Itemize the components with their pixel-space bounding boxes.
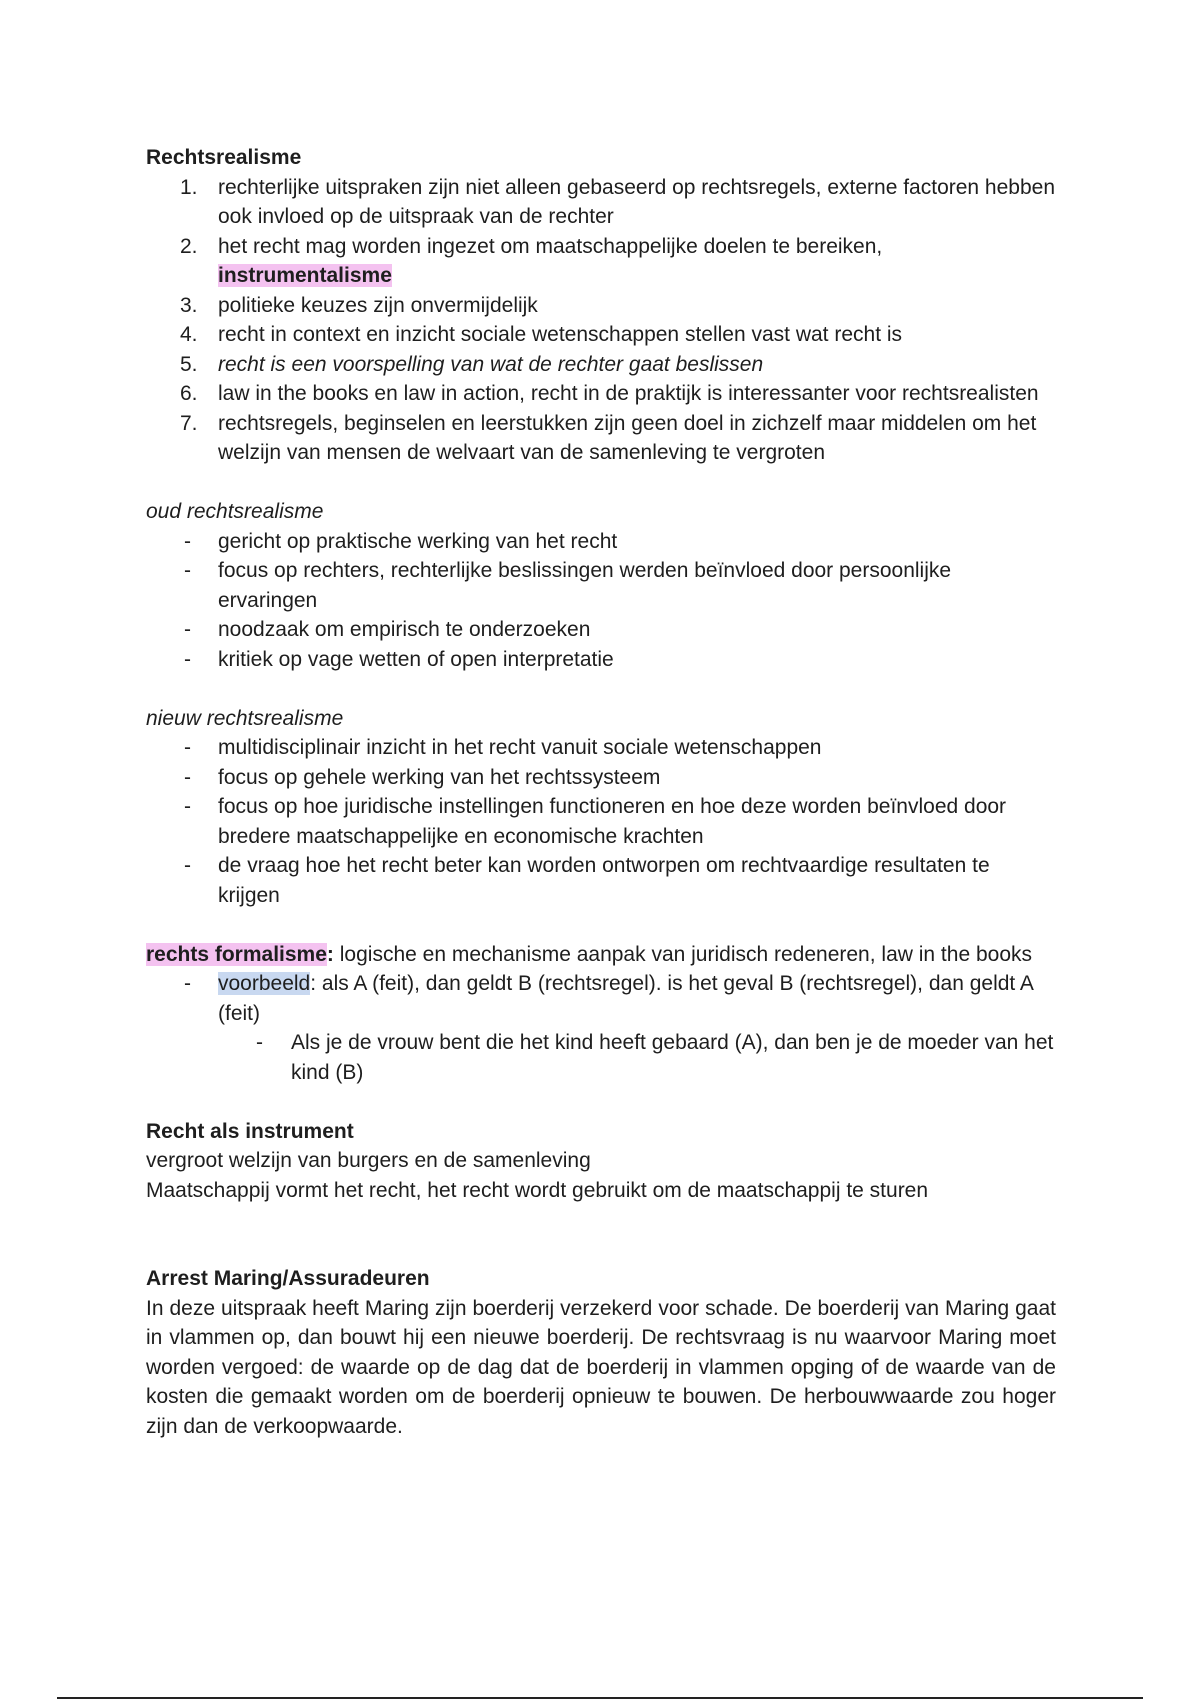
list-item <box>146 320 1056 350</box>
list-item-text: gericht op praktische werking van het recht <box>218 529 618 553</box>
list-item-text: recht in context en inzicht sociale wetenschappen stellen vast wat recht is <box>218 323 903 346</box>
list-item <box>146 615 1056 645</box>
list-item-text: kritiek op vage wetten of open interpretatie <box>218 647 614 671</box>
list-item-text: het recht mag worden ingezet om maatschappelijke doelen te bereiken, <box>218 234 883 258</box>
example-text: : als A (feit), dan geldt B (rechtsregel). is het geval B (rechtsregel), dan geldt A (feit) <box>218 972 1033 1025</box>
page-bottom-rule <box>57 1697 1143 1699</box>
dash-marker: - <box>184 736 191 759</box>
arrest-paragraph: In deze uitspraak heeft Maring zijn boerderij verzekerd voor schade. De boerderij van Maring gaat in vlammen op, dan bouwt hij een nieuwe boerderij. De rechtsvraag is nu waarvoor Maring moet worden vergoed: de waarde op de dag dat de boerderij in vlammen opging of de waarde van de kosten die gemaakt worden om de boerderij opnieuw te bouwen. De herbouwwaarde zou hoger zijn dan de verkoopwaarde. <box>146 1296 1056 1438</box>
term-colon: : <box>326 942 334 966</box>
list-number: 4. <box>180 323 198 346</box>
list-number: 3. <box>180 293 198 317</box>
list-number: 6. <box>180 382 198 405</box>
formalisme-definition <box>146 940 1056 970</box>
dash-marker: - <box>256 1031 263 1054</box>
paragraph-line: Maatschappij vormt het recht, het recht wordt gebruikt om de maatschappij te sturen <box>146 1178 929 1202</box>
list-item-text: noodzaak om empirisch te onderzoeken <box>218 618 591 641</box>
document-content <box>146 143 1056 1441</box>
list-item-text: focus op gehele werking van het rechtssysteem <box>218 765 661 789</box>
list-item <box>146 409 1056 468</box>
list-item-text: rechterlijke uitspraken zijn niet alleen gebaseerd op rechtsregels, externe factoren hebben ook invloed op de uitspraak van de rechter <box>218 175 1056 228</box>
list-item <box>146 232 1056 291</box>
list-item-text: rechtsregels, beginselen en leerstukken zijn geen doel in zichzelf maar middelen om het welzijn van mensen de welvaart van de samenleving te vergroten <box>218 411 1037 464</box>
section-title-nieuw-rechtsrealisme: nieuw rechtsrealisme <box>146 706 344 730</box>
list-item <box>146 645 1056 675</box>
list-item <box>146 350 1056 380</box>
section-title-recht-als-instrument: Recht als instrument <box>146 1119 354 1143</box>
example-label: voorbeeld <box>218 972 311 995</box>
list-number: 7. <box>180 411 198 435</box>
list-item <box>146 969 1056 1028</box>
dash-marker: - <box>184 529 191 553</box>
list-item-text: law in the books en law in action, recht in de praktijk is interessanter voor rechtsrealisten <box>218 382 1039 405</box>
list-item <box>146 763 1056 793</box>
list-item-text: politieke keuzes zijn onvermijdelijk <box>218 293 538 317</box>
definition-text: logische en mechanisme aanpak van juridisch redeneren, law in the books <box>333 942 1032 966</box>
dash-marker: - <box>184 618 191 641</box>
list-number: 5. <box>180 352 198 376</box>
list-item-text: Als je de vrouw bent die het kind heeft gebaard (A), dan ben je de moeder van het kind (B) <box>291 1031 1054 1084</box>
bullet-list-formalisme <box>146 969 1056 1087</box>
list-item <box>146 291 1056 321</box>
list-item-text: focus op hoe juridische instellingen functioneren en hoe deze worden beïnvloed door bredere maatschappelijke en economische krachten <box>218 795 1007 848</box>
section-title-arrest-maring: Arrest Maring/Assuradeuren <box>146 1267 430 1290</box>
list-item-text: recht is een voorspelling van wat de rechter gaat beslissen <box>218 352 764 376</box>
list-item-text: multidisciplinair inzicht in het recht vanuit sociale wetenschappen <box>218 736 822 759</box>
dash-marker: - <box>184 559 191 582</box>
list-item <box>146 527 1056 557</box>
bullet-list-nieuw <box>146 733 1056 910</box>
list-item-nested <box>146 1028 1056 1087</box>
section-title-oud-rechtsrealisme: oud rechtsrealisme <box>146 500 324 523</box>
dash-marker: - <box>184 765 191 789</box>
list-item-text: focus op rechters, rechterlijke beslissingen werden beïnvloed door persoonlijke ervaringen <box>218 559 952 612</box>
list-item <box>146 556 1056 615</box>
dash-marker: - <box>184 647 191 671</box>
paragraph-line: vergroot welzijn van burgers en de samenleving <box>146 1149 591 1172</box>
bullet-list-oud <box>146 527 1056 675</box>
dash-marker: - <box>184 972 191 995</box>
dash-marker: - <box>184 854 191 877</box>
highlighted-term: rechts formalisme <box>146 942 327 966</box>
list-item-text: de vraag hoe het recht beter kan worden ontworpen om rechtvaardige resultaten te krijgen <box>218 854 990 907</box>
section-title-rechtsrealisme: Rechtsrealisme <box>146 146 302 169</box>
list-item <box>146 733 1056 763</box>
numbered-list-rechtsrealisme <box>146 173 1056 468</box>
list-number: 2. <box>180 234 198 258</box>
list-item <box>146 379 1056 409</box>
list-number: 1. <box>180 175 198 199</box>
list-item <box>146 173 1056 232</box>
list-item <box>146 792 1056 851</box>
list-item <box>146 851 1056 910</box>
highlighted-term: instrumentalisme <box>218 264 392 287</box>
dash-marker: - <box>184 795 191 818</box>
